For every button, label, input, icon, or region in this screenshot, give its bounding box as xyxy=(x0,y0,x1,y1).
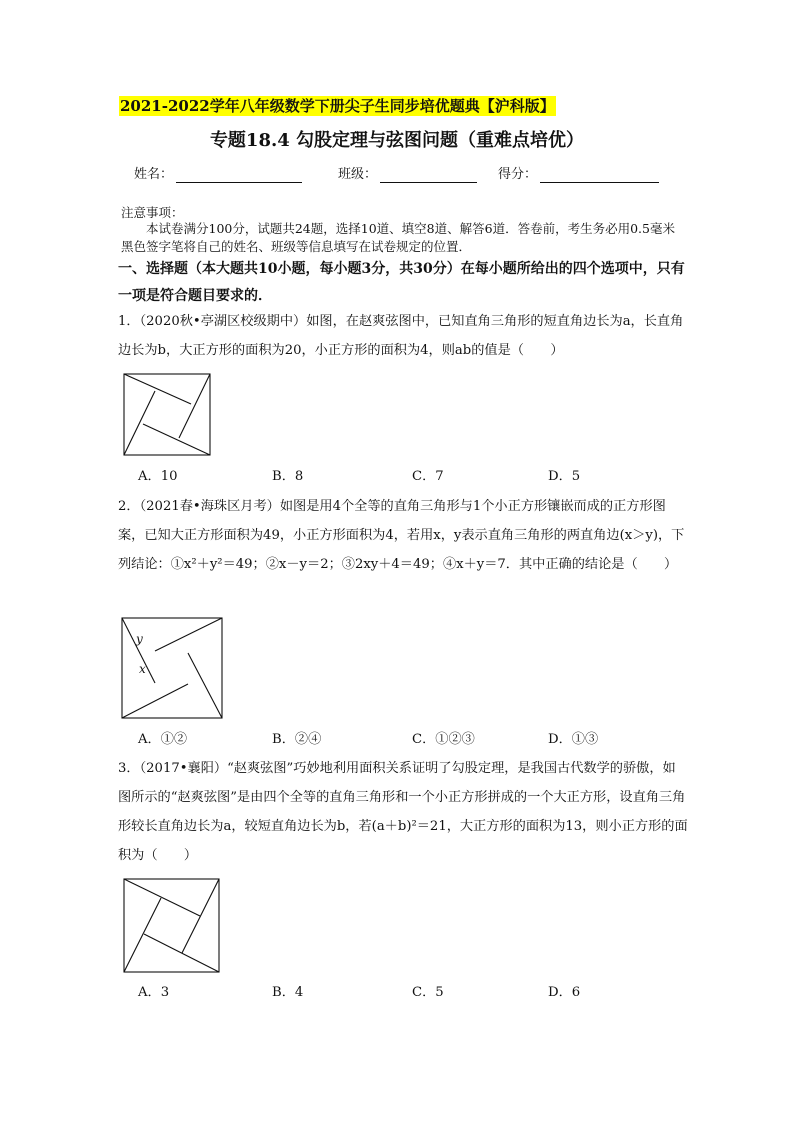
q2-option-c[interactable]: C．①②③ xyxy=(412,732,475,747)
q2-option-d[interactable]: D．①③ xyxy=(548,732,599,747)
q1-option-a[interactable]: A．10 xyxy=(138,469,178,484)
q2-option-b[interactable]: B．②④ xyxy=(272,732,322,747)
figure-label-x: x xyxy=(139,662,146,676)
question-1-figure xyxy=(123,373,211,456)
student-info-row xyxy=(0,166,794,186)
score-label: 得分： xyxy=(498,167,538,182)
q2-option-a[interactable]: A．①② xyxy=(138,732,188,747)
question-2-figure xyxy=(121,617,224,720)
q3-option-a[interactable]: A．3 xyxy=(138,985,170,1000)
question-2-text: 2．（2021春•海珠区月考）如图是用4个全等的直角三角形与1个小正方形镶嵌而成的正方形图案，已知大正方形面积为49，小正方形面积为4，若用x，y表示直角三角形的两直角边(x＞y)，下列结论：①x²＋y²＝49；②x－y＝2；③2xy＋4＝49；④x＋y＝7．其中正确的结论是（ ） xyxy=(118,499,685,572)
name-label: 姓名： xyxy=(134,167,174,182)
q3-option-c[interactable]: C．5 xyxy=(412,985,444,1000)
question-3-figure xyxy=(123,878,220,973)
q3-option-d[interactable]: D．6 xyxy=(548,985,581,1000)
notes-heading: 注意事项： xyxy=(121,205,184,220)
document-title: 专题18.4 勾股定理与弦图问题（重难点培优） xyxy=(209,130,585,151)
class-label: 班级： xyxy=(338,167,378,182)
series-title: 2021-2022学年八年级数学下册尖子生同步培优题典【沪科版】 xyxy=(120,97,555,115)
q1-option-c[interactable]: C．7 xyxy=(412,469,444,484)
figure-label-y: y xyxy=(136,632,143,646)
section-heading: 一、选择题（本大题共10小题，每小题3分，共30分）在每小题所给出的四个选项中，只有一项是符合题目要求的． xyxy=(118,261,685,304)
q1-option-d[interactable]: D．5 xyxy=(548,469,581,484)
class-field[interactable] xyxy=(380,182,477,183)
q1-option-b[interactable]: B．8 xyxy=(272,469,304,484)
name-field[interactable] xyxy=(176,182,302,183)
q3-option-b[interactable]: B．4 xyxy=(272,985,304,1000)
score-field[interactable] xyxy=(540,182,659,183)
question-1-text: 1．（2020秋•亭湖区校级期中）如图，在赵爽弦图中，已知直角三角形的短直角边长为a，长直角边长为b，大正方形的面积为20，小正方形的面积为4，则ab的值是（ ） xyxy=(118,314,684,358)
notes-body: 本试卷满分100分，试题共24题，选择10道、填空8道、解答6道．答卷前，考生务必用0.5毫米黑色签字笔将自己的姓名、班级等信息填写在试卷规定的位置． xyxy=(121,221,675,254)
question-3-text: 3．（2017•襄阳）“赵爽弦图”巧妙地利用面积关系证明了勾股定理，是我国古代数学的骄傲，如图所示的“赵爽弦图”是由四个全等的直角三角形和一个小正方形拼成的一个大正方形，设直角三角形较长直角边长为a，较短直角边长为b，若(a＋b)²＝21，大正方形的面积为13，则小正方形的面积为（ ） xyxy=(118,761,688,863)
